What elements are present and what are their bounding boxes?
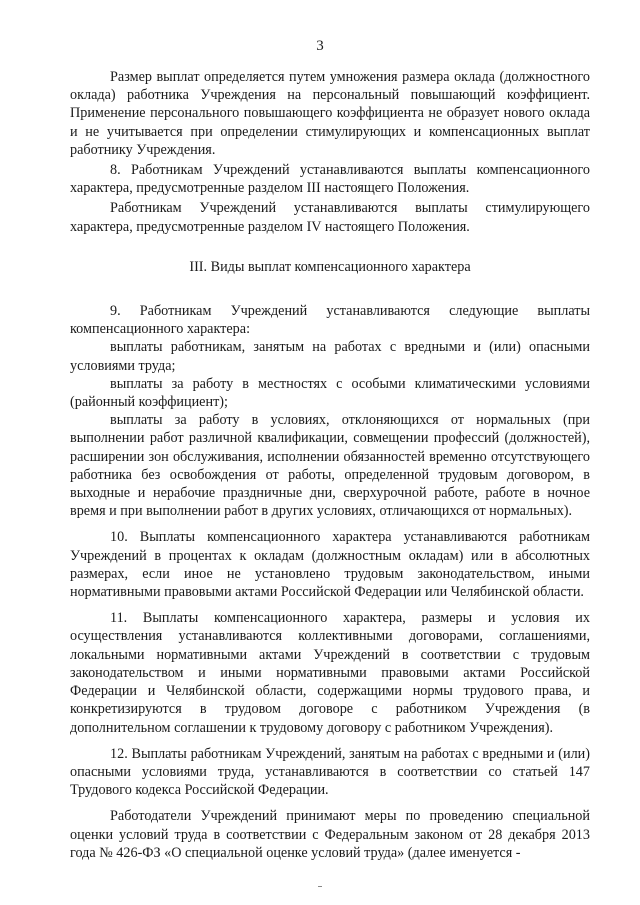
section-heading: III. Виды выплат компенсационного характера: [189, 258, 471, 275]
document-body: [70, 68, 590, 862]
footer-mark: [318, 886, 322, 887]
paragraph-coefficient: Размер выплат определяется путем умножения размера оклада (должностного оклада) работника Учреждения на персональный повышающий коэффициент. Применение персонального повышающего коэффициента не образует нового оклада и не учитывается при определении стимулирующих и компенсационных выплат работнику Учреждения.: [70, 69, 590, 158]
paragraph-8: 8. Работникам Учреждений устанавливаются выплаты компенсационного характера, предусмотренные разделом III настоящего Положения.: [70, 162, 590, 197]
paragraph-11: 11. Выплаты компенсационного характера, размеры и условия их осуществления устанавливаются коллективными договорами, соглашениями, локальными нормативными актами Учреждений в соответствии с трудовым законодательством и иными нормативными правовыми актами Российской Федерации и Челябинской области, содержащими нормы трудового права, и конкретизируются в трудовом договоре с работником Учреждения (в дополнительном соглашении к трудовому договору с работником Учреждения).: [70, 610, 590, 736]
paragraph-9: 9. Работникам Учреждений устанавливаются следующие выплаты компенсационного характера:: [70, 303, 590, 338]
paragraph-stimulating: Работникам Учреждений устанавливаются выплаты стимулирующего характера, предусмотренные разделом IV настоящего Положения.: [70, 200, 590, 235]
page-number: 3: [316, 38, 324, 54]
list-item-abnormal-conditions: выплаты за работу в условиях, отклоняющихся от нормальных (при выполнении работ различной квалификации, совмещении профессий (должностей), расширении зон обслуживания, исполнении обязанностей временно отсутствующего работника без освобождения от работы, определенной трудовым договором, в выходные и нерабочие праздничные дни, сверхурочной работе, работе в ночное время и при выполнении работ в других условиях, отличающихся от нормальных).: [70, 412, 590, 520]
paragraph-10: 10. Выплаты компенсационного характера устанавливаются работникам Учреждений в процентах к окладам (должностным окладам) или в абсолютных размерах, если иное не установлено трудовым законодательством, иными нормативными правовыми актами Российской Федерации или Челябинской области.: [70, 529, 590, 601]
paragraph-12: 12. Выплаты работникам Учреждений, занятым на работах с вредными и (или) опасными условиями труда, устанавливаются в соответствии со статьей 147 Трудового кодекса Российской Федерации.: [70, 745, 590, 799]
list-item-harmful-conditions: выплаты работникам, занятым на работах с вредными и (или) опасными условиями труда;: [70, 339, 590, 374]
list-item-climate: выплаты за работу в местностях с особыми климатическими условиями (районный коэффициент);: [70, 375, 590, 411]
paragraph-special-assessment: Работодатели Учреждений принимают меры по проведению специальной оценки условий труда в соответствии с Федеральным законом от 28 декабря 2013 года № 426-ФЗ «О специальной оценке условий труда» (далее именуется -: [70, 808, 590, 861]
